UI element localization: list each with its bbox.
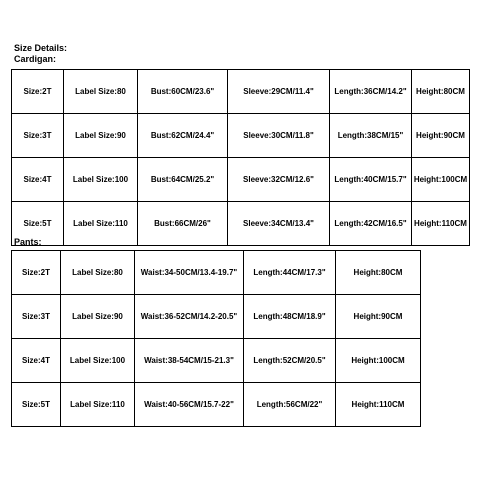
- length-cell: Length:38CM/15": [330, 114, 412, 158]
- table-row: [12, 339, 421, 383]
- label-size-cell: Label Size:90: [64, 114, 138, 158]
- height-cell: Height:80CM: [412, 70, 470, 114]
- length-cell: Length:56CM/22": [244, 383, 336, 427]
- size-cell: Size:2T: [12, 251, 61, 295]
- table-row: [12, 295, 421, 339]
- height-cell: Height:90CM: [412, 114, 470, 158]
- label-size-cell: Label Size:90: [61, 295, 135, 339]
- height-cell: Height:110CM: [336, 383, 421, 427]
- size-details-heading: Size Details:: [14, 43, 68, 53]
- height-cell: Height:90CM: [336, 295, 421, 339]
- size-cell: Size:5T: [12, 383, 61, 427]
- bust-cell: Bust:66CM/26": [138, 202, 228, 246]
- length-cell: Length:36CM/14.2": [330, 70, 412, 114]
- label-size-cell: Label Size:100: [64, 158, 138, 202]
- waist-cell: Waist:36-52CM/14.2-20.5": [135, 295, 244, 339]
- label-size-cell: Label Size:110: [61, 383, 135, 427]
- bust-cell: Bust:62CM/24.4": [138, 114, 228, 158]
- size-cell: Size:4T: [12, 158, 64, 202]
- size-cell: Size:3T: [12, 114, 64, 158]
- height-cell: Height:80CM: [336, 251, 421, 295]
- length-cell: Length:48CM/18.9": [244, 295, 336, 339]
- label-size-cell: Label Size:80: [64, 70, 138, 114]
- label-size-cell: Label Size:100: [61, 339, 135, 383]
- size-cell: Size:4T: [12, 339, 61, 383]
- pants-size-table: [11, 250, 421, 427]
- waist-cell: Waist:40-56CM/15.7-22": [135, 383, 244, 427]
- size-cell: Size:3T: [12, 295, 61, 339]
- table-row: [12, 202, 470, 246]
- table-row: [12, 114, 470, 158]
- table-row: [12, 251, 421, 295]
- waist-cell: Waist:34-50CM/13.4-19.7": [135, 251, 244, 295]
- sleeve-cell: Sleeve:32CM/12.6": [228, 158, 330, 202]
- length-cell: Length:40CM/15.7": [330, 158, 412, 202]
- height-cell: Height:100CM: [336, 339, 421, 383]
- length-cell: Length:42CM/16.5": [330, 202, 412, 246]
- height-cell: Height:110CM: [412, 202, 470, 246]
- size-cell: Size:5T: [12, 202, 64, 246]
- sleeve-cell: Sleeve:30CM/11.8": [228, 114, 330, 158]
- table-row: [12, 383, 421, 427]
- waist-cell: Waist:38-54CM/15-21.3": [135, 339, 244, 383]
- sleeve-cell: Sleeve:34CM/13.4": [228, 202, 330, 246]
- pants-heading: Pants:: [14, 237, 42, 247]
- label-size-cell: Label Size:80: [61, 251, 135, 295]
- label-size-cell: Label Size:110: [64, 202, 138, 246]
- cardigan-heading: Cardigan:: [14, 54, 57, 64]
- bust-cell: Bust:60CM/23.6": [138, 70, 228, 114]
- length-cell: Length:44CM/17.3": [244, 251, 336, 295]
- height-cell: Height:100CM: [412, 158, 470, 202]
- table-row: [12, 70, 470, 114]
- bust-cell: Bust:64CM/25.2": [138, 158, 228, 202]
- length-cell: Length:52CM/20.5": [244, 339, 336, 383]
- table-row: [12, 158, 470, 202]
- cardigan-size-table: [11, 69, 470, 246]
- size-cell: Size:2T: [12, 70, 64, 114]
- sleeve-cell: Sleeve:29CM/11.4": [228, 70, 330, 114]
